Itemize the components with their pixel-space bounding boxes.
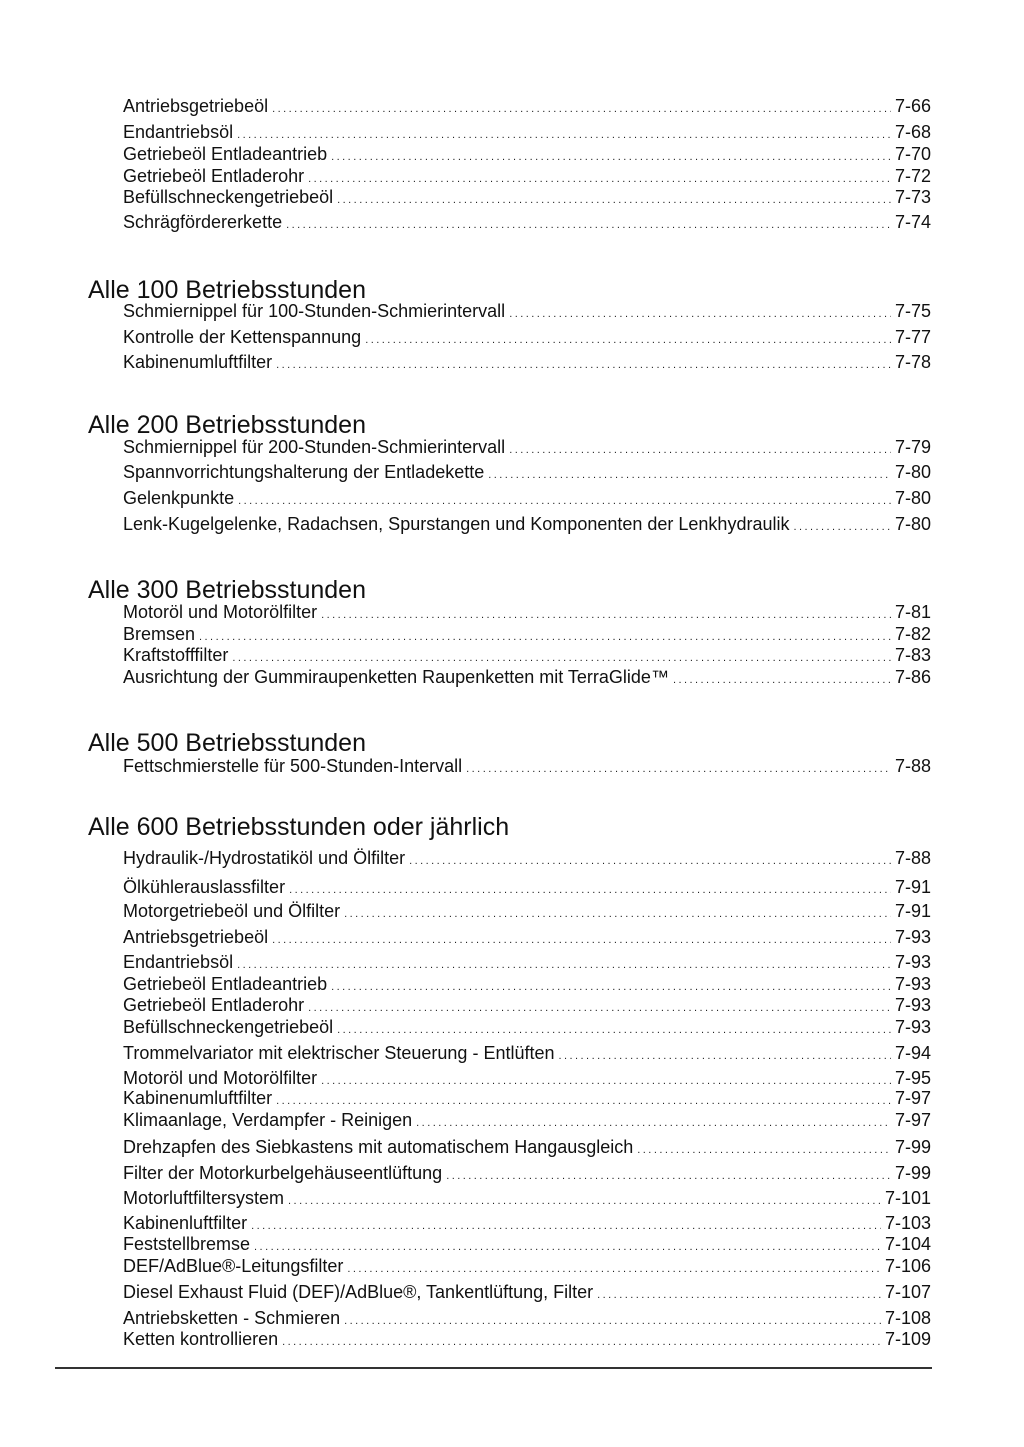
toc-entry-title: Antriebsketten - Schmieren <box>123 1308 341 1328</box>
toc-entry-title: Getriebeöl Entladerohr <box>123 166 305 186</box>
toc-entry-title: Gelenkpunkte <box>123 488 235 508</box>
toc-entry-title: Kontrolle der Kettenspannung <box>123 327 362 347</box>
toc-entry-title: Schmiernippel für 200-Stunden-Schmierintervall <box>123 437 506 457</box>
toc-entry[interactable] <box>123 1328 931 1350</box>
toc-entry-title: Befüllschneckengetriebeöl <box>123 1017 334 1037</box>
toc-entry-page: 7-95 <box>894 1068 931 1088</box>
toc-entry-title: Motoröl und Motorölfilter <box>123 602 318 622</box>
toc-entry-page: 7-72 <box>894 166 931 186</box>
toc-entry[interactable] <box>123 351 931 373</box>
toc-entry-page: 7-73 <box>894 187 931 207</box>
toc-entry-page: 7-107 <box>884 1282 931 1302</box>
toc-entry-page: 7-103 <box>884 1213 931 1233</box>
toc-entry-title: Bremsen <box>123 624 196 644</box>
dot-leader <box>238 487 891 512</box>
toc-entry[interactable] <box>123 211 931 233</box>
toc-entry[interactable] <box>123 951 931 973</box>
toc-entry-page: 7-109 <box>884 1329 931 1349</box>
toc-entry-title: Kabinenumluftfilter <box>123 352 273 372</box>
dot-leader <box>337 1016 891 1041</box>
toc-entry-page: 7-70 <box>894 144 931 164</box>
dot-leader <box>272 926 891 951</box>
toc-entry[interactable] <box>123 300 931 322</box>
toc-entry-page: 7-104 <box>884 1234 931 1254</box>
toc-entry[interactable] <box>123 847 931 869</box>
toc-entry[interactable] <box>123 1233 931 1255</box>
toc-entry-title: Kabinenluftfilter <box>123 1213 248 1233</box>
toc-entry-page: 7-88 <box>894 756 931 776</box>
dot-leader <box>509 436 891 461</box>
toc-entry-title: Diesel Exhaust Fluid (DEF)/AdBlue®, Tankentlüftung, Filter <box>123 1282 594 1302</box>
toc-entry-title: Motorgetriebeöl und Ölfilter <box>123 901 341 921</box>
toc-entry[interactable] <box>123 1281 931 1303</box>
toc-entry[interactable] <box>123 1087 931 1109</box>
toc-entry-title: Ketten kontrollieren <box>123 1329 279 1349</box>
toc-entry-title: Kabinenumluftfilter <box>123 1088 273 1108</box>
toc-entry-title: Klimaanlage, Verdampfer - Reinigen <box>123 1110 413 1130</box>
toc-entry-page: 7-77 <box>894 327 931 347</box>
toc-entry-page: 7-91 <box>894 901 931 921</box>
toc-entry[interactable] <box>123 186 931 208</box>
toc-entry-page: 7-79 <box>894 437 931 457</box>
dot-leader <box>286 211 891 236</box>
dot-leader <box>466 755 891 780</box>
toc-entry-title: Getriebeöl Entladeantrieb <box>123 144 328 164</box>
toc-entry-title: DEF/AdBlue®-Leitungsfilter <box>123 1256 344 1276</box>
dot-leader <box>365 326 891 351</box>
toc-entry-page: 7-81 <box>894 602 931 622</box>
toc-entry-title: Getriebeöl Entladerohr <box>123 995 305 1015</box>
toc-entry[interactable] <box>123 121 931 143</box>
toc-entry[interactable] <box>123 1162 931 1184</box>
toc-entry-title: Motorluftfiltersystem <box>123 1188 285 1208</box>
toc-entry[interactable] <box>123 95 931 117</box>
toc-entry-page: 7-94 <box>894 1043 931 1063</box>
dot-leader <box>272 95 891 120</box>
dot-leader <box>282 1328 881 1353</box>
toc-entry-title: Drehzapfen des Siebkastens mit automatischem Hangausgleich <box>123 1137 634 1157</box>
toc-entry-title: Schrägfördererkette <box>123 212 283 232</box>
toc-entry[interactable] <box>123 623 931 645</box>
toc-entry-page: 7-83 <box>894 645 931 665</box>
toc-entry-title: Schmiernippel für 100-Stunden-Schmierintervall <box>123 301 506 321</box>
dot-leader <box>276 351 891 376</box>
toc-entry-title: Motoröl und Motorölfilter <box>123 1068 318 1088</box>
toc-entry[interactable] <box>123 1212 931 1234</box>
section-heading: Alle 100 Betriebsstunden <box>88 276 366 304</box>
toc-entry-page: 7-82 <box>894 624 931 644</box>
toc-entry-page: 7-108 <box>884 1308 931 1328</box>
toc-entry[interactable] <box>123 900 931 922</box>
toc-entry[interactable] <box>123 326 931 348</box>
section-heading: Alle 200 Betriebsstunden <box>88 411 366 439</box>
toc-entry[interactable] <box>123 165 931 187</box>
toc-entry-title: Filter der Motorkurbelgehäuseentlüftung <box>123 1163 443 1183</box>
toc-entry-title: Endantriebsöl <box>123 952 234 972</box>
toc-entry[interactable] <box>123 1016 931 1038</box>
toc-entry-title: Lenk-Kugelgelenke, Radachsen, Spurstangen und Komponenten der Lenkhydraulik <box>123 514 790 534</box>
toc-entry-title: Trommelvariator mit elektrischer Steuerung - Entlüften <box>123 1043 555 1063</box>
toc-entry[interactable] <box>123 1187 931 1209</box>
toc-entry-title: Ölkühlerauslassfilter <box>123 877 286 897</box>
toc-entry-page: 7-78 <box>894 352 931 372</box>
toc-entry[interactable] <box>123 436 931 458</box>
toc-entry-title: Endantriebsöl <box>123 122 234 142</box>
toc-entry[interactable] <box>123 876 931 898</box>
section-heading: Alle 500 Betriebsstunden <box>88 729 366 757</box>
section-heading: Alle 300 Betriebsstunden <box>88 576 366 604</box>
toc-entry-title: Antriebsgetriebeöl <box>123 96 269 116</box>
toc-entry-page: 7-97 <box>894 1110 931 1130</box>
dot-leader <box>637 1136 891 1161</box>
toc-entry[interactable] <box>123 994 931 1016</box>
dot-leader <box>288 1187 881 1212</box>
dot-leader <box>597 1281 881 1306</box>
toc-entry-page: 7-97 <box>894 1088 931 1108</box>
toc-entry-title: Feststellbremse <box>123 1234 251 1254</box>
toc-entry[interactable] <box>123 755 931 777</box>
toc-entry-title: Antriebsgetriebeöl <box>123 927 269 947</box>
toc-entry[interactable] <box>123 461 931 483</box>
toc-entry-title: Kraftstofffilter <box>123 645 229 665</box>
toc-entry-title: Befüllschneckengetriebeöl <box>123 187 334 207</box>
toc-entry-page: 7-93 <box>894 952 931 972</box>
toc-entry[interactable] <box>123 601 931 623</box>
toc-entry-title: Spannvorrichtungshalterung der Entladekette <box>123 462 485 482</box>
section-heading: Alle 600 Betriebsstunden oder jährlich <box>88 813 510 841</box>
toc-entry-page: 7-75 <box>894 301 931 321</box>
toc-entry[interactable] <box>123 487 931 509</box>
toc-entry[interactable] <box>123 926 931 948</box>
footer-divider <box>55 1367 932 1369</box>
dot-leader <box>559 1042 891 1067</box>
toc-entry-title: Getriebeöl Entladeantrieb <box>123 974 328 994</box>
toc-entry[interactable] <box>123 1255 931 1277</box>
toc-entry-title: Fettschmierstelle für 500-Stunden-Intervall <box>123 756 463 776</box>
toc-entry[interactable] <box>123 973 931 995</box>
toc-entry-page: 7-88 <box>894 848 931 868</box>
toc-entry-page: 7-80 <box>894 514 931 534</box>
dot-leader <box>337 186 891 211</box>
toc-entry-page: 7-93 <box>894 927 931 947</box>
dot-leader <box>488 461 891 486</box>
toc-entry-page: 7-74 <box>894 212 931 232</box>
toc-entry-page: 7-93 <box>894 995 931 1015</box>
toc-entry-page: 7-86 <box>894 667 931 687</box>
dot-leader <box>289 876 891 901</box>
dot-leader <box>509 300 891 325</box>
toc-entry[interactable] <box>123 1136 931 1158</box>
dot-leader <box>344 900 891 925</box>
toc-entry-page: 7-80 <box>894 488 931 508</box>
dot-leader <box>446 1162 891 1187</box>
toc-entry-page: 7-101 <box>884 1188 931 1208</box>
toc-entry-page: 7-93 <box>894 974 931 994</box>
toc-entry-title: Hydraulik-/Hydrostatiköl und Ölfilter <box>123 848 406 868</box>
toc-entry-page: 7-106 <box>884 1256 931 1276</box>
dot-leader <box>347 1255 881 1280</box>
dot-leader <box>673 666 891 691</box>
toc-entry-page: 7-99 <box>894 1137 931 1157</box>
toc-entry[interactable] <box>123 1307 931 1329</box>
toc-entry-page: 7-93 <box>894 1017 931 1037</box>
toc-entry[interactable] <box>123 513 931 535</box>
dot-leader <box>793 513 891 538</box>
toc-entry[interactable] <box>123 1042 931 1064</box>
toc-entry[interactable] <box>123 1067 931 1089</box>
toc-entry-page: 7-80 <box>894 462 931 482</box>
toc-entry[interactable] <box>123 1109 931 1131</box>
dot-leader <box>416 1109 891 1134</box>
dot-leader <box>409 847 891 872</box>
toc-entry-page: 7-99 <box>894 1163 931 1183</box>
toc-entry-page: 7-66 <box>894 96 931 116</box>
toc-entry[interactable] <box>123 666 931 688</box>
toc-entry-page: 7-91 <box>894 877 931 897</box>
toc-entry-page: 7-68 <box>894 122 931 142</box>
toc-entry[interactable] <box>123 644 931 666</box>
toc-entry-title: Ausrichtung der Gummiraupenketten Raupenketten mit TerraGlide™ <box>123 667 669 687</box>
toc-entry[interactable] <box>123 143 931 165</box>
